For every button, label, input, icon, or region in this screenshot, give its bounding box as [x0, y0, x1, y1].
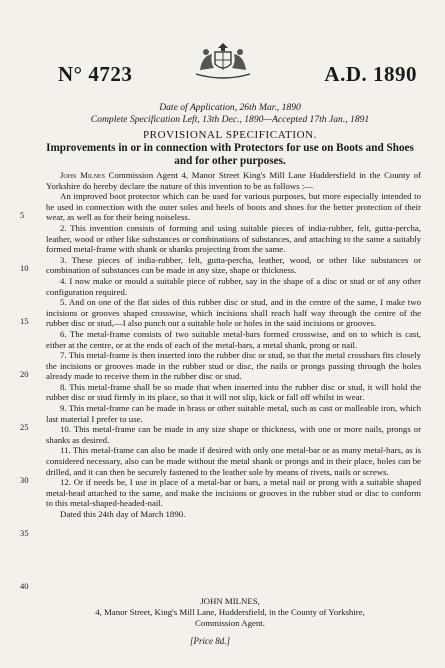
- line-number-10: 10: [20, 263, 29, 273]
- intro-text: Commission Agent 4, Manor Street King's Mill Lane Huddersfield in the County of Yorkshire do hereby declare the nature of this invention to be as follows :—: [46, 170, 421, 191]
- provisional-heading: PROVISIONAL SPECIFICATION.: [142, 129, 318, 141]
- paragraph-4: 4. I now make or mould a suitable piece of rubber, say in the shape of a disc or stud or of any other configuration required.: [46, 275, 421, 297]
- dated-line: Dated this 24th day of March 1890.: [60, 509, 186, 519]
- paragraph-7: 7. This metal-frame is then inserted into the rubber disc or stud, so that the metal crossbars fits closely the incisions or grooves made in the rubber stud or disc, the nails or prongs passing through the holes already made to receive them in the rubber disc or stud.: [46, 350, 421, 382]
- specification-body: [46, 170, 421, 520]
- paragraph-2: 2. This invention consists of forming and using suitable pieces of india-rubber, felt, gutta-percha, leather, wood or other like substances or combinations of substances, and attaching to the same a suitably formed metal-frame with shank or shanks projecting from the same.: [46, 222, 421, 255]
- line-number-35: 35: [20, 528, 29, 538]
- specification-title: Improvements in or in connection with Protectors for use on Boots and Shoes and for other purposes.: [46, 142, 414, 167]
- paragraph-8: 8. This metal-frame shall be so made that when inserted into the rubber disc or stud, it will hold the rubber disc or stud firmly in its place, so that it will not slip, kick or fall off whilst in wear.: [46, 381, 421, 403]
- application-date: Date of Application, 26th Mar., 1890: [159, 102, 301, 113]
- paragraph-12: 12. Or if needs be, I use in place of a metal-bar or bars, a metal nail or prong with a suitable shaped metal-head attached to the same, and make the incisions or grooves in the rubber stud or disc to conform to this metal-shaped-headed-nail.: [46, 477, 421, 509]
- paragraph-1: An improved boot protector which can be used for various purposes, but more especially intended to be used in connection with the outer soles and heels of boots and shoes for the better protection of their wear, as well as for their being noiseless.: [46, 191, 421, 223]
- line-number-25: 25: [20, 422, 29, 432]
- patent-number: N° 4723: [58, 62, 133, 86]
- line-number-15: 15: [20, 316, 29, 326]
- royal-arms-crest: [188, 40, 258, 82]
- signature-name: JOHN MILNES,: [200, 596, 260, 606]
- paragraph-9: 9. This metal-frame can be made in brass or other suitable metal, such as cast or malleable iron, which last material I prefer to use.: [46, 403, 421, 424]
- line-number-20: 20: [20, 369, 29, 379]
- signature-role: Commission Agent.: [195, 618, 265, 628]
- intro-paragraph: [46, 170, 421, 191]
- paragraph-5: 5. And on one of the flat sides of this rubber disc or stud, and in the centre of the same, I make two incisions or grooves shaped crosswise, which incisions shall reach half way through the centre of the rubber disc or stud,—I also punch out a suitable hole or holes in the said incisions or grooves.: [46, 297, 421, 329]
- line-number-5: 5: [20, 210, 25, 220]
- paragraph-11: 11. This metal-frame can also be made if desired with only one metal-bar or as many metal-bars, as is considered necessary, also can be made without the metal shank or prongs and in their place, holes can be drilled, and it can then be securely fastened to the leather sole by means of rivets, nails or screws.: [46, 445, 421, 477]
- paragraph-3: 3. These pieces of india-rubber, felt, gutta-percha, leather, wood, or other like substances or combination of substances can be made in any size, shape or thickness.: [46, 254, 421, 276]
- inventor-name: John Milnes: [60, 170, 105, 180]
- signature-address: 4, Manor Street, King's Mill Lane, Huddersfield, in the County of Yorkshire,: [95, 607, 365, 617]
- paragraph-10: 10. This metal-frame can be made in any size shape or thickness, with one or more nails, prongs or shanks as desired.: [46, 424, 421, 445]
- paragraph-6: 6. The metal-frame consists of two suitable metal-bars formed crosswise, and on to which is cast, either at the centre, or at the ends of each of the metal-bars, a metal shank, prong or nail.: [46, 328, 421, 350]
- complete-specification-date: Complete Specification Left, 13th Dec., 1890—Accepted 17th Jan., 1891: [90, 114, 370, 125]
- patent-year: A.D. 1890: [324, 62, 417, 86]
- line-number-30: 30: [20, 475, 29, 485]
- price-label: [Price 8d.]: [190, 636, 230, 646]
- line-number-40: 40: [20, 581, 29, 591]
